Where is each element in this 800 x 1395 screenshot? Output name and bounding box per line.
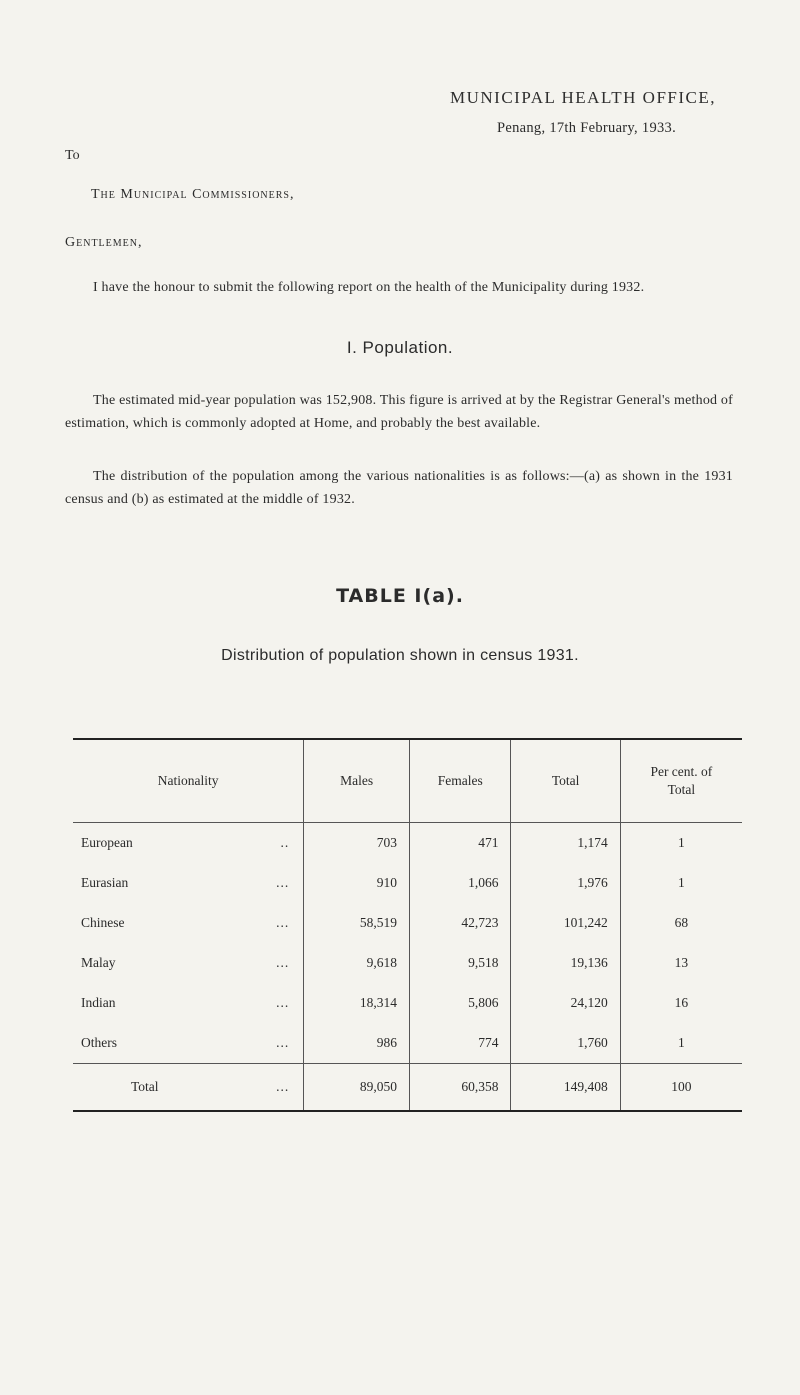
header-per-cent-label: Per cent. of Total: [650, 764, 713, 797]
table-row: [73, 1023, 742, 1064]
cell-total: 24,120: [511, 983, 620, 1023]
cell-nationality: [73, 823, 304, 864]
section-heading: I. Population.: [346, 338, 454, 357]
header-males: Males: [304, 739, 410, 823]
cell-nationality: [73, 1023, 304, 1064]
nationality-label: Eurasian: [81, 875, 129, 890]
header-females: Females: [409, 739, 511, 823]
cell-per-cent: 13: [620, 943, 742, 983]
office-title: MUNICIPAL HEALTH OFFICE,: [450, 88, 716, 107]
cell-males: 703: [304, 823, 410, 864]
addressee: The Municipal Commissioners,: [91, 187, 295, 202]
cell-females: 1,066: [409, 863, 511, 903]
leader-dots: ...: [276, 955, 290, 970]
dateline: Penang, 17th February, 1933.: [497, 120, 677, 136]
cell-per-cent: 68: [620, 903, 742, 943]
cell-males: 986: [304, 1023, 410, 1064]
table-row: [73, 903, 742, 943]
cell-total: 19,136: [511, 943, 620, 983]
nationality-label: Chinese: [81, 915, 125, 930]
cell-total-males: 89,050: [304, 1064, 410, 1112]
cell-females: 9,518: [409, 943, 511, 983]
leader-dots: ...: [276, 915, 290, 930]
population-paragraph: The estimated mid-year population was 152,908. This figure is arrived at by the Registrar General's method of estimation, which is commonly adopted at Home, and probably the best available.: [65, 393, 733, 431]
cell-females: 471: [409, 823, 511, 864]
cell-total: 1,760: [511, 1023, 620, 1064]
population-table: [73, 738, 742, 1112]
table-row: [73, 823, 742, 864]
nationality-label: Malay: [81, 955, 116, 970]
cell-females: 5,806: [409, 983, 511, 1023]
cell-per-cent: 1: [620, 823, 742, 864]
cell-total-total: 149,408: [511, 1064, 620, 1112]
cell-males: 9,618: [304, 943, 410, 983]
cell-nationality: [73, 943, 304, 983]
table-header-row: [73, 739, 742, 823]
cell-males: 18,314: [304, 983, 410, 1023]
cell-nationality: [73, 903, 304, 943]
cell-per-cent: 1: [620, 863, 742, 903]
header-nationality: Nationality: [73, 739, 304, 823]
cell-total-per-cent: 100: [620, 1064, 742, 1112]
total-label: Total: [131, 1079, 159, 1094]
cell-total: 1,174: [511, 823, 620, 864]
table-total-row: [73, 1064, 742, 1112]
header-total: Total: [511, 739, 620, 823]
distribution-paragraph: The distribution of the population among the various nationalities is as follows:—(a) as shown in the 1931 census and (b) as estimated at the middle of 1932.: [65, 469, 733, 507]
cell-nationality: [73, 983, 304, 1023]
nationality-label: Others: [81, 1035, 117, 1050]
cell-total: 101,242: [511, 903, 620, 943]
leader-dots: ...: [276, 995, 290, 1010]
leader-dots: ...: [276, 875, 290, 890]
cell-females: 774: [409, 1023, 511, 1064]
cell-total-label: [73, 1064, 304, 1112]
intro-paragraph: I have the honour to submit the following report on the health of the Municipality during 1932.: [93, 280, 645, 295]
cell-nationality: [73, 863, 304, 903]
cell-total: 1,976: [511, 863, 620, 903]
cell-total-females: 60,358: [409, 1064, 511, 1112]
cell-per-cent: 16: [620, 983, 742, 1023]
cell-males: 910: [304, 863, 410, 903]
nationality-label: Indian: [81, 995, 116, 1010]
leader-dots: ...: [276, 1035, 290, 1050]
cell-females: 42,723: [409, 903, 511, 943]
table-row: [73, 983, 742, 1023]
table-title: TABLE I(a).: [336, 585, 464, 607]
table-subtitle: Distribution of population shown in census 1931.: [221, 647, 579, 664]
header-per-cent: [620, 739, 742, 823]
leader-dots: ..: [280, 835, 290, 850]
cell-males: 58,519: [304, 903, 410, 943]
leader-dots: ...: [276, 1079, 290, 1094]
to-label: To: [65, 148, 80, 163]
table-row: [73, 863, 742, 903]
cell-per-cent: 1: [620, 1023, 742, 1064]
salutation: Gentlemen,: [65, 235, 143, 250]
table-row: [73, 943, 742, 983]
nationality-label: European: [81, 835, 133, 850]
